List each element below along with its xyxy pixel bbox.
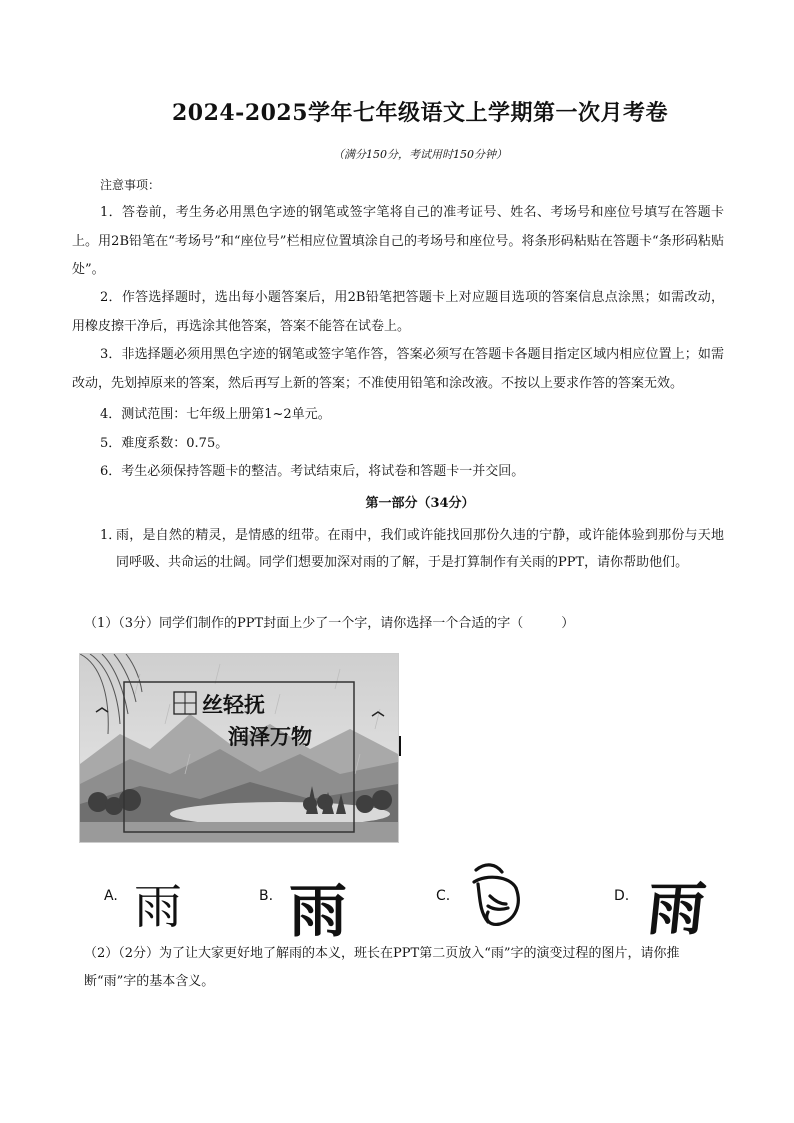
exam-page: 2024-2025学年七年级语文上学期第一次月考卷 （满分150分，考试用时150分钟） 注意事项： 1．答卷前，考生务必用黑色字迹的钢笔或签字笔将自己的准考证号、姓名、考场号和座位号填写在答题卡上。用2B铅笔在“考场号”和“座位号”栏相应位置填涂自己的考场号和座位号。将条形码粘贴在答题卡“条形码粘贴处”。 2．作答选择题时，选出每小题答案后，用2B铅笔把答题卡上对应题目选项的答案信息点涂黑；如需改动，用橡皮擦干净后，再选涂其他答案，答案不能答在试卷上。 3．非选择题必须用黑色字迹的钢笔或签字笔作答，答案必须写在答题卡各题目指定区域内相应位置上；如需改动，先划掉原来的答案，然后再写上新的答案；不准使用铅笔和涂改液。不按以上要求作答的答案无效。 4．测试范围：七年级上册第1~2单元。 5．难度系数：0.75。 6．考生必须保持答题卡的整洁。考试结束后，将试卷和答题卡一并交回。 第一部分（34分） 1． 雨，是自然的精灵，是情感的纽带。在雨中，我们或许能找回那份久违的宁静，或许能体验到那份与天地同呼吸、共命运的壮阔。同学们想要加深对雨的了解，于是打算制作有关雨的PPT，请你帮助他们。 （1）（3分）同学们制作的PPT封面上少了一个字，请你选择一个合适的字（ ） 丝轻抚 润泽万物 A. 雨 B. 雨 C. D. 雨 （2）（2分）为了让大家更好地了解雨的本义，班长在PPT第二页放入“雨”字的演变过程的图片，请你推 断“雨”字的基本含义。	[0, 0, 794, 1123]
ppt-cover-image	[79, 653, 399, 843]
notice-heading: 注意事项：	[100, 178, 161, 192]
rain-glyph-seal-script	[466, 860, 526, 930]
notice-item: 4．测试范围：七年级上册第1~2单元。	[100, 407, 331, 422]
notice-item: 1．答卷前，考生务必用黑色字迹的钢笔或签字笔将自己的准考证号、姓名、考场号和座位号填写在答题卡上。用2B铅笔在“考场号”和“座位号”栏相应位置填涂自己的考场号和座位号。将条形码粘贴在答题卡“条形码粘贴处”。	[72, 205, 724, 277]
text-cursor	[399, 736, 401, 756]
page-title: 2024-2025学年七年级语文上学期第一次月考卷	[171, 100, 669, 126]
rain-landscape-illustration	[80, 654, 398, 842]
notice-item: 6．考生必须保持答题卡的整洁。考试结束后，将试卷和答题卡一并交回。	[100, 464, 525, 479]
notice-item: 3．非选择题必须用黑色字迹的钢笔或签字笔作答，答案必须写在答题卡各题目指定区域内相应位置上；如需改动，先划掉原来的答案，然后再写上新的答案；不准使用铅笔和涂改液。不按以上要求作答的答案无效。	[72, 347, 724, 391]
notice-item: 5．难度系数：0.75。	[100, 436, 229, 451]
rain-glyph-brush: 雨	[643, 875, 710, 943]
exam-info: （满分150分，考试用时150分钟）	[333, 148, 507, 161]
cover-text-line1: 丝轻抚	[202, 692, 265, 717]
notice-item: 2．作答选择题时，选出每小题答案后，用2B铅笔把答题卡上对应题目选项的答案信息点涂黑；如需改动，用橡皮擦干净后，再选涂其他答案，答案不能答在试卷上。	[72, 290, 724, 334]
rain-glyph-bold: 雨	[289, 877, 348, 945]
question-text: 雨，是自然的精灵，是情感的纽带。在雨中，我们或许能找回那份久违的宁静，或许能体验到那份与天地同呼吸、共命运的壮阔。同学们想要加深对雨的了解，于是打算制作有关雨的PPT，请你帮助他们。	[116, 528, 724, 570]
cover-text-line2: 润泽万物	[228, 724, 312, 749]
question-1	[100, 522, 724, 576]
question-number: 1．	[100, 528, 122, 543]
part-heading: 第一部分（34分）	[365, 496, 475, 511]
sub-question-2: （2）（2分）为了让大家更好地了解雨的本义，班长在PPT第二页放入“雨”字的演变过程的图片，请你推 断“雨”字的基本含义。	[84, 946, 680, 989]
rain-glyph-regular: 雨	[134, 879, 183, 935]
sub-question-1: （1）（3分）同学们制作的PPT封面上少了一个字，请你选择一个合适的字（ ）	[84, 616, 575, 631]
